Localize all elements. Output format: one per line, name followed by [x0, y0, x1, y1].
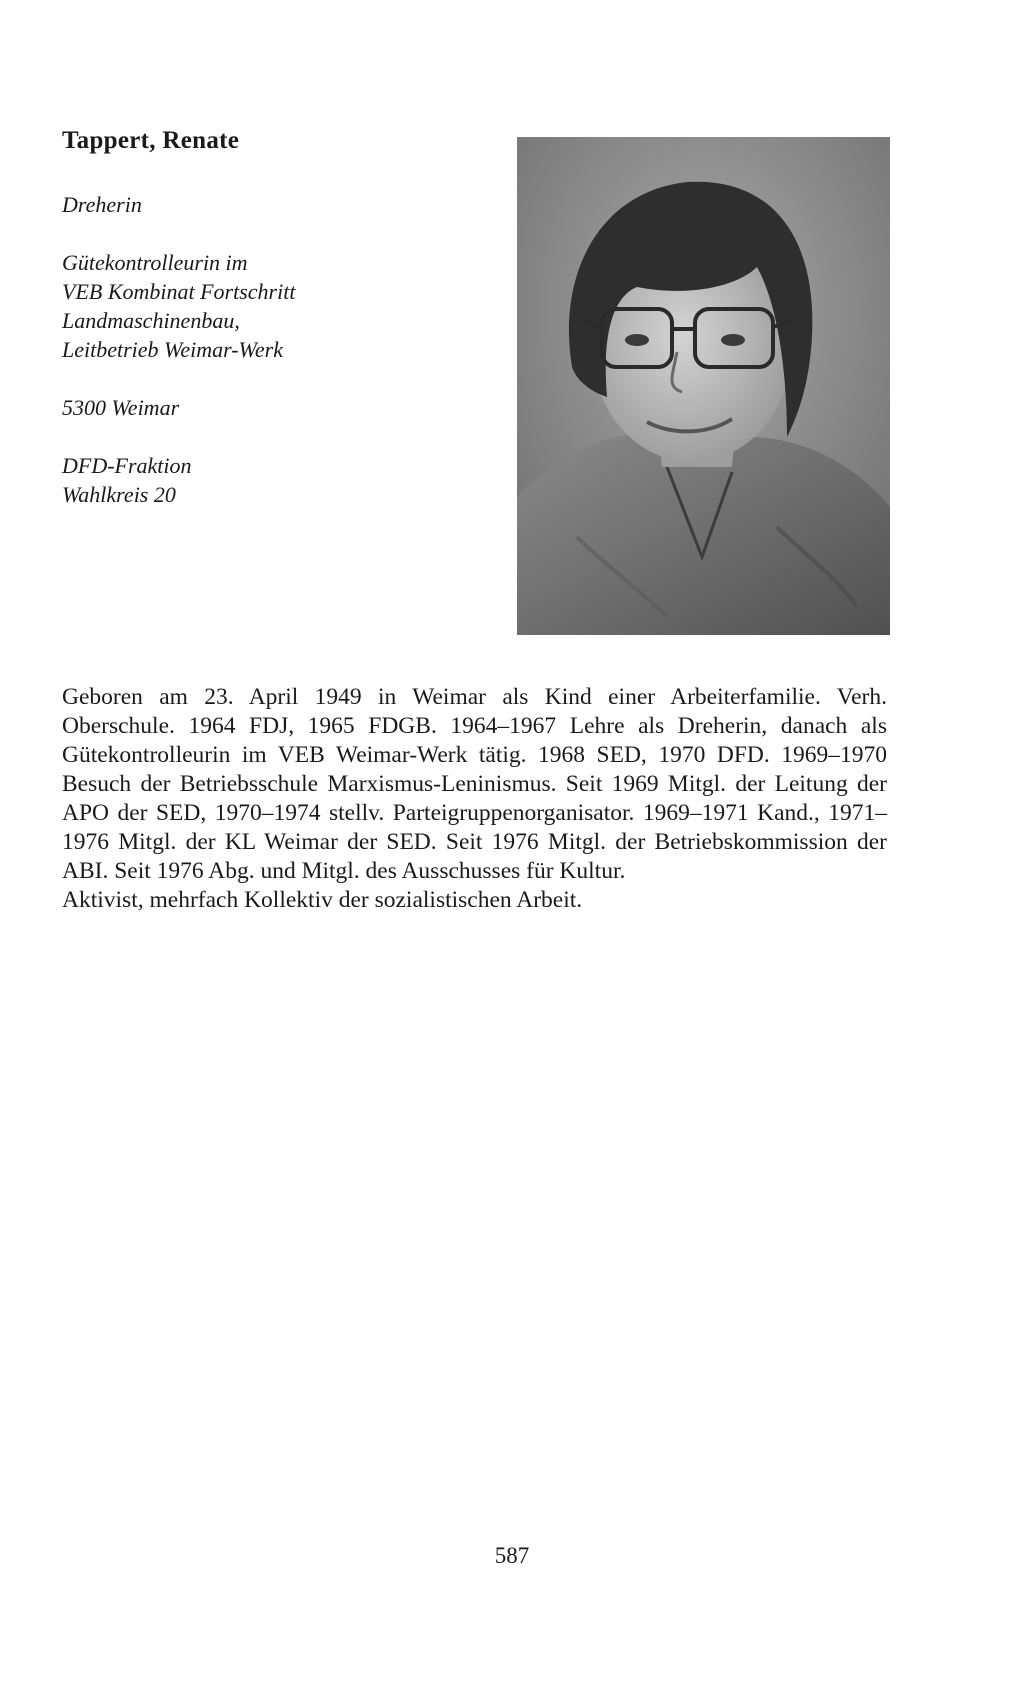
position-block — [62, 248, 482, 364]
portrait-illustration — [517, 137, 890, 635]
person-name: Tappert, Renate — [62, 127, 240, 154]
address-block — [62, 393, 482, 422]
faction-block — [62, 451, 482, 509]
faction: DFD-Fraktion — [62, 453, 192, 478]
occupation: Dreherin — [62, 192, 142, 217]
address: 5300 Weimar — [62, 395, 180, 420]
position-line: Leitbetrieb Weimar-Werk — [62, 337, 283, 362]
biography-text: Geboren am 23. April 1949 in Weimar als Kind einer Arbeiterfamilie. Verh. Oberschule. 1964 FDJ, 1965 FDGB. 1964–1967 Lehre als Dreherin, danach als Gütekontrolleurin im VEB Weimar-Werk tätig. 1968 SED, 1970 DFD. 1969–1970 Besuch der Betriebsschule Marxismus-Leninismus. Seit 1969 Mitgl. der Leitung der APO der SED, 1970–1974 stellv. Parteigruppenorganisator. 1969–1971 Kand., 1971–1976 Mitgl. der KL Weimar der SED. Seit 1976 Mitgl. der Betriebskommission der ABI. Seit 1976 Abg. und Mitgl. des Ausschusses für Kultur. — [62, 684, 887, 884]
position-line: Landmaschinenbau, — [62, 308, 240, 333]
constituency: Wahlkreis 20 — [62, 482, 176, 507]
position-line: VEB Kombinat Fortschritt — [62, 279, 296, 304]
position-line: Gütekontrolleurin im — [62, 250, 248, 275]
profile-details — [62, 190, 482, 538]
portrait-photo — [517, 137, 890, 635]
awards-text: Aktivist, mehrfach Kollektiv der sozialistischen Arbeit. — [62, 887, 583, 913]
page-number: 587 — [494, 1543, 530, 1568]
occupation-block — [62, 190, 482, 219]
biography — [62, 683, 887, 915]
